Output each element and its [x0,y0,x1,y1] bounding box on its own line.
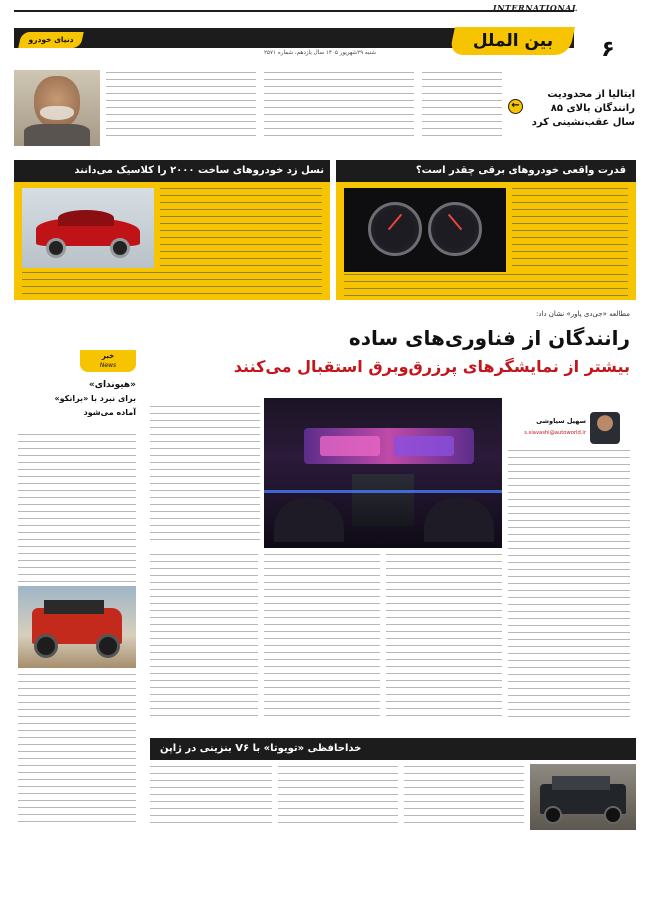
jeep-photo [18,586,136,668]
classic-cars-box [14,160,330,300]
news-title-line1: «هیوندای» [88,380,136,390]
feature-col-4 [150,554,258,720]
classic-cars-title: نسل زد خودروهای ساخت ۲۰۰۰ را کلاسیک می‌دانند [74,165,324,176]
bottom-story-col3 [150,766,272,828]
lead-story-photo [14,70,100,146]
section-title: بین الملل [472,31,554,51]
lead-story-body-col1 [106,72,256,142]
author-name: سهیل سیاوشی [536,417,586,425]
lead-story [14,70,635,152]
lead-story-body-col2 [264,72,414,142]
arrow-left-icon[interactable]: ← [508,99,523,114]
ev-power-text-full [344,274,628,296]
news-body-bottom [18,674,136,824]
news-label-fa: خبر [101,352,115,360]
bottom-story-col2 [278,766,398,828]
classic-cars-text-full [22,272,322,296]
news-title [18,378,136,430]
feature-col-right [508,450,630,720]
news-title-line2: برای نبرد با «برانکو» [54,394,136,403]
lead-title-line2: رانندگان بالای ۸۵ [550,103,635,114]
ev-dashboard-photo [344,188,506,272]
main-feature [150,308,636,728]
classic-cars-text [160,188,322,272]
bottom-story-title: خداحافظی «تویوتا» با V۶ بنزینی در ژاپن [160,743,362,754]
page-number: ۶ [601,37,615,62]
feature-col-3 [264,554,380,720]
ev-power-title: قدرت واقعی خودروهای برقی چقدر است؟ [415,165,626,176]
news-title-line3: آماده می‌شود [83,408,136,417]
news-label-en: News [99,362,117,369]
car-interior-photo [264,398,502,548]
lead-title-line3: سال عقب‌نشینی کرد [531,117,635,128]
feature-headline-line1: رانندگان از فناوری‌های ساده [348,326,630,350]
author-block [506,412,630,446]
red-car-photo [22,188,154,268]
lead-story-title [528,88,635,136]
avatar [590,412,620,444]
bottom-story [150,738,636,834]
logo-text: دنیای خودرو [28,35,74,44]
feature-headline-line2: بیشتر از نمایشگرهای پرزرق‌وبرق استقبال می‌کنند [233,357,630,376]
news-body-top [18,434,136,584]
lead-title-line1: ایتالیا از محدودیت [547,89,635,100]
news-sidebar [14,350,144,830]
feature-col-2 [386,554,502,720]
header-bar [0,0,649,66]
brand-label: INTERNATIONAL [492,3,578,13]
toyota-photo [530,764,636,830]
feature-kicker: مطالعه «جی‌دی پاور» نشان داد: [536,310,630,318]
ev-power-box [336,160,636,300]
bottom-story-col1 [404,766,524,828]
issue-info: شنبه ۲۹شهریور ۱۴۰۵ سال یازدهم، شماره ۲۵۷۱ [264,50,376,56]
feature-col-left-top [150,406,260,546]
ev-power-text [512,188,628,268]
author-email: s.siavashi@autoworld.ir [524,430,586,436]
lead-story-body-col3 [422,72,502,142]
